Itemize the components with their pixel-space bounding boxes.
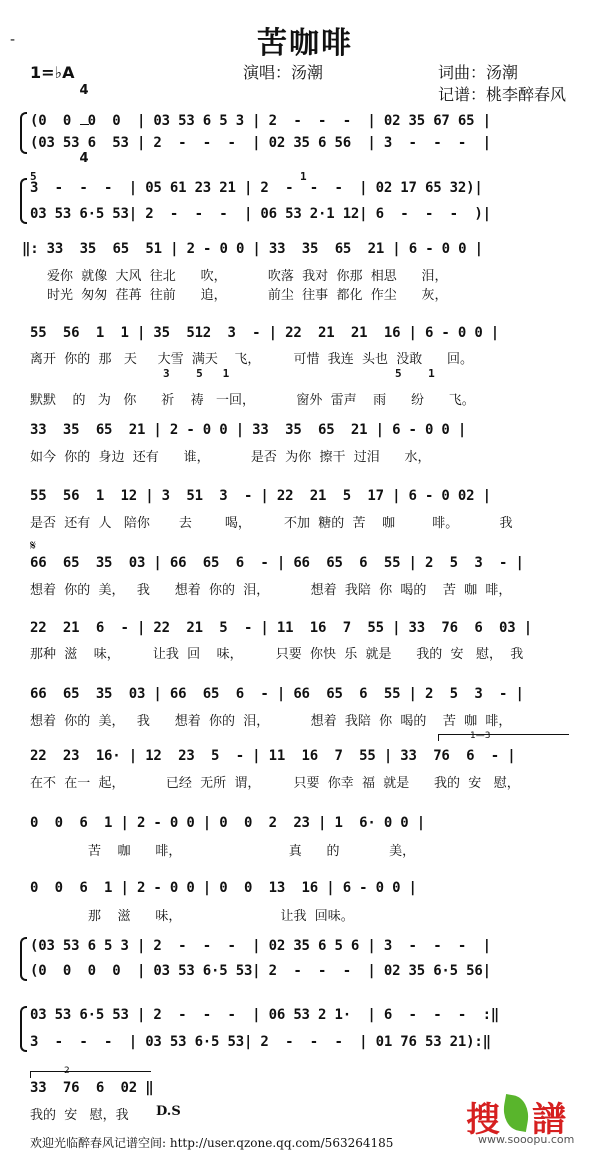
verse-row-3-lyric-2: 时光 匆匆 荏苒 往前 追， 前尘 往事 都化 作尘 灰， bbox=[47, 288, 448, 303]
chorus-row-8-notes: 22 21 6 - | 22 21 5 - | 11 16 7 55 | 33 76 6 03 | bbox=[30, 620, 532, 636]
leaf-icon bbox=[500, 1094, 532, 1132]
tag-row-12-notes: 0 0 6 1 | 2 - 0 0 | 0 0 13 16 | 6 - 0 0 | bbox=[30, 880, 417, 896]
intro-2-lower-staff: 03 53 6·5 53| 2 - - - | 06 53 2·1 12| 6 - - - )| bbox=[30, 206, 491, 222]
verse-row-4-alt-notes-a: 3 5 1 bbox=[163, 367, 230, 380]
verse-row-5-notes: 33 35 65 21 | 2 - 0 0 | 33 35 65 21 | 6 - 0 0 | bbox=[30, 422, 467, 438]
singer-credit: 演唱：汤潮 bbox=[243, 63, 324, 82]
system-brace bbox=[20, 112, 27, 154]
verse-row-4-notes: 55 56 1 1 | 35 512 3 - | 22 21 21 16 | 6 - 0 0 | bbox=[30, 325, 500, 341]
verse-row-4-alt-notes-b: 5 1 bbox=[395, 367, 435, 380]
time-signature-bottom: 4 bbox=[79, 151, 89, 166]
verse-row-4-lyric-2: 默默 的 为 你 祈 祷 一回， 窗外 雷声 雨 纷 飞。 bbox=[30, 393, 475, 408]
composer-credit: 词曲：汤潮 bbox=[438, 63, 519, 82]
tag-row-11-notes: 0 0 6 1 | 2 - 0 0 | 0 0 2 23 | 1 6· 0 0 | bbox=[30, 815, 425, 831]
ending-volta-bracket bbox=[30, 1071, 151, 1078]
verse-row-4-lyric-1: 离开 你的 那 天 大雪 满天 飞， 可惜 我连 头也 没敢 回。 bbox=[30, 352, 474, 367]
intro-2-upper-staff: 3 - - - | 05 61 23 21 | 2 - - - | 02 17 65 32)| bbox=[30, 180, 483, 196]
grace-note: 5 bbox=[30, 170, 37, 183]
verse-row-5-lyric: 如今 你的 身边 还有 谁， 是否 为你 擦干 过泪 水， bbox=[30, 450, 431, 465]
system-brace bbox=[20, 1006, 27, 1052]
footer-visit-text: 欢迎光临醉春风记谱空间: http://user.qzone.qq.com/563264185 bbox=[30, 1136, 394, 1150]
tag-row-11-lyric: 苦 咖 啡， 真 的 美， bbox=[88, 844, 416, 859]
time-signature-top: 4 bbox=[79, 83, 89, 98]
verse-row-6-lyric: 是否 还有 人 陪你 去 喝， 不加 糖的 苦 咖 啡。 我 bbox=[30, 516, 513, 531]
dal-segno-mark: D.S bbox=[156, 1104, 181, 1119]
outro-1-lower-staff: (0 0 0 0 | 03 53 6·5 53| 2 - - - | 02 35 6·5 56| bbox=[30, 963, 491, 979]
outro-2-lower-staff: 3 - - - | 03 53 6·5 53| 2 - - - | 01 76 53 21):‖ bbox=[30, 1034, 491, 1050]
tag-row-12-lyric: 那 滋 味， 让我 回味。 bbox=[88, 909, 354, 924]
key-signature: 1=♭A bbox=[30, 63, 75, 82]
chorus-row-8-lyric: 那种 滋 味， 让我 回 味， 只要 你快 乐 就是 我的 安 慰， 我 bbox=[30, 647, 524, 662]
chorus-row-7-notes: 66 65 35 03 | 66 65 6 - | 66 65 6 55 | 2 5 3 - | bbox=[30, 555, 524, 571]
ending-lyric: 我的 安 慰，我 bbox=[30, 1108, 129, 1123]
volta-label: 1—3 bbox=[470, 731, 491, 741]
ending-volta-label: 2 bbox=[64, 1066, 70, 1076]
outro-1-upper-staff: (03 53 6 5 3 | 2 - - - | 02 35 6 5 6 | 3 - - - | bbox=[30, 938, 491, 954]
chorus-row-10-notes: 22 23 16· | 12 23 5 - | 11 16 7 55 | 33 76 6 - | bbox=[30, 748, 516, 764]
song-title: 苦咖啡 bbox=[257, 26, 353, 61]
intro-1-upper-staff: (0 0 0 0 | 03 53 6 5 3 | 2 - - - | 02 35 67 65 | bbox=[30, 113, 491, 129]
grace-note: 1 bbox=[300, 170, 307, 183]
outro-2-upper-staff: 03 53 6·5 53 | 2 - - - | 06 53 2 1· | 6 - - - :‖ bbox=[30, 1007, 500, 1023]
chorus-row-9-lyric: 想着 你的 美， 我 想着 你的 泪， 想着 我陪 你 喝的 苦 咖 啡， bbox=[30, 714, 512, 729]
transcriber-credit: 记谱：桃李醉春风 bbox=[438, 85, 567, 104]
volta-bracket bbox=[438, 734, 569, 741]
intro-1-lower-staff: (03 53 6 53 | 2 - - - | 02 35 6 56 | 3 - - - | bbox=[30, 135, 491, 151]
logo-url: www.sooopu.com bbox=[478, 1133, 575, 1146]
chorus-row-9-notes: 66 65 35 03 | 66 65 6 - | 66 65 6 55 | 2 5 3 - | bbox=[30, 686, 524, 702]
verse-row-3-notes: ‖: 33 35 65 51 | 2 - 0 0 | 33 35 65 21 | 6 - 0 0 | bbox=[22, 241, 483, 257]
verse-row-6-notes: 55 56 1 12 | 3 51 3 - | 22 21 5 17 | 6 - 0 02 | bbox=[30, 488, 491, 504]
segno-sign: 𝄋 bbox=[30, 538, 37, 554]
verse-row-3-lyric-1: 爱你 就像 大风 往北 吹， 吹落 我对 你那 相思 泪， bbox=[47, 269, 448, 284]
ending-notes: 33 76 6 02 ‖ bbox=[30, 1080, 154, 1096]
logo-char-1: 搜 bbox=[466, 1100, 500, 1140]
corner-mark: - bbox=[10, 32, 16, 48]
logo-char-2: 譜 bbox=[532, 1100, 566, 1140]
chorus-row-7-lyric: 想着 你的 美， 我 想着 你的 泪， 想着 我陪 你 喝的 苦 咖 啡， bbox=[30, 583, 512, 598]
system-brace bbox=[20, 937, 27, 981]
chorus-row-10-lyric: 在不 在一 起， 已经 无所 谓， 只要 你幸 福 就是 我的 安 慰， bbox=[30, 776, 520, 791]
system-brace bbox=[20, 178, 27, 224]
